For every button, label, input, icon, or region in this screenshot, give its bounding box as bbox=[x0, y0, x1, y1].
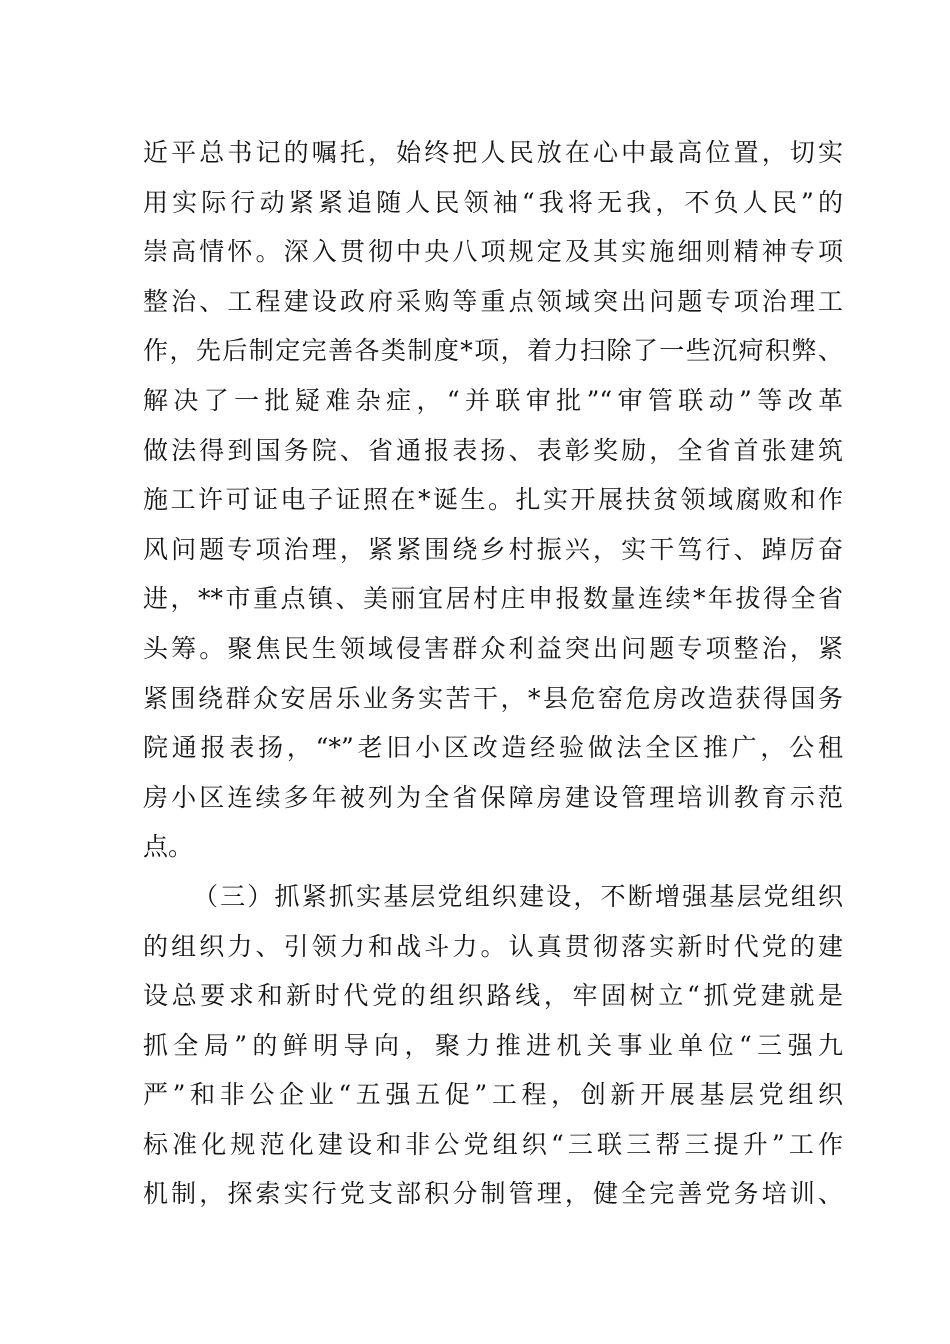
text-line: 解决了一批疑难杂症，“并联审批”“审管联动”等改革 bbox=[143, 385, 843, 415]
text-line: 的组织力、引领力和战斗力。认真贯彻落实新时代党的建 bbox=[143, 931, 843, 961]
paragraph-section-three bbox=[143, 872, 843, 1219]
text-line: 进，**市重点镇、美丽宜居村庄申报数量连续*年拔得全省 bbox=[143, 584, 843, 614]
text-line: 头筹。聚焦民生领域侵害群众利益突出问题专项整治，紧 bbox=[143, 633, 843, 663]
text-line: 做法得到国务院、省通报表扬、表彰奖励，全省首张建筑 bbox=[143, 435, 843, 465]
text-line: 崇高情怀。深入贯彻中央八项规定及其实施细则精神专项 bbox=[143, 237, 843, 267]
paragraph-continuation bbox=[143, 128, 843, 872]
section-heading-line: （三）抓紧抓实基层党组织建设，不断增强基层党组织 bbox=[193, 881, 843, 911]
text-line: 施工许可证电子证照在*诞生。扎实开展扶贫领域腐败和作 bbox=[143, 485, 843, 515]
body-text bbox=[143, 128, 843, 1219]
text-line: 机制，探索实行党支部积分制管理，健全完善党务培训、 bbox=[143, 1179, 843, 1209]
text-line: 标准化规范化建设和非公党组织“三联三帮三提升”工作 bbox=[143, 1129, 843, 1159]
text-line: 紧围绕群众安居乐业务实苦干，*县危窑危房改造获得国务 bbox=[143, 683, 843, 713]
text-line: 设总要求和新时代党的组织路线，牢固树立“抓党建就是 bbox=[143, 981, 843, 1011]
text-line: 抓全局”的鲜明导向，聚力推进机关事业单位“三强九 bbox=[143, 1030, 843, 1060]
text-line: 点。 bbox=[143, 832, 194, 862]
text-line: 作，先后制定完善各类制度*项，着力扫除了一些沉疴积弊、 bbox=[143, 336, 843, 366]
text-line: 院通报表扬，“*”老旧小区改造经验做法全区推广，公租 bbox=[143, 733, 843, 763]
text-line: 整治、工程建设政府采购等重点领域突出问题专项治理工 bbox=[143, 286, 843, 316]
text-line: 用实际行动紧紧追随人民领袖“我将无我，不负人民”的 bbox=[143, 187, 843, 217]
text-line: 风问题专项治理，紧紧围绕乡村振兴，实干笃行、踔厉奋 bbox=[143, 534, 843, 564]
text-line: 近平总书记的嘱托，始终把人民放在心中最高位置，切实 bbox=[143, 138, 843, 167]
text-line: 房小区连续多年被列为全省保障房建设管理培训教育示范 bbox=[143, 782, 843, 812]
text-line: 严”和非公企业“五强五促”工程，创新开展基层党组织 bbox=[143, 1080, 843, 1110]
